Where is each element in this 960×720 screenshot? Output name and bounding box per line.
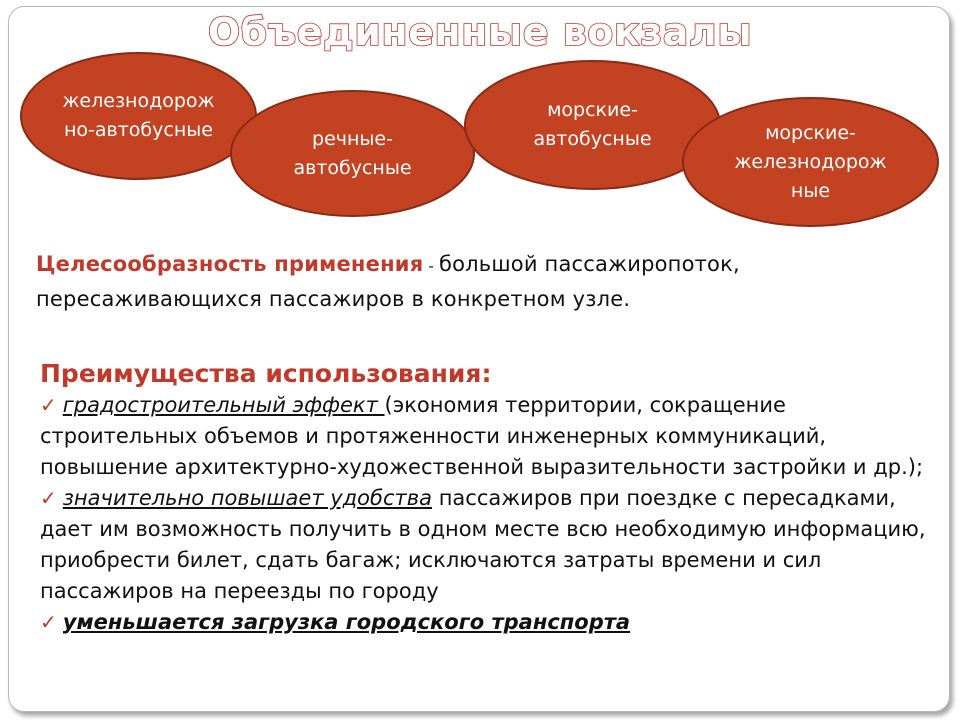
list-item <box>40 390 936 483</box>
oval-rail-bus <box>20 52 257 180</box>
list-item <box>40 483 936 607</box>
oval-label-line1: речные- <box>312 127 393 150</box>
checkmark-icon: ✓ <box>40 610 57 634</box>
oval-sea-rail <box>682 97 939 227</box>
slide-content <box>36 248 936 638</box>
checkmark-icon: ✓ <box>40 393 57 417</box>
oval-label-line2: автобусные <box>293 156 412 179</box>
oval-label-line2: автобусные <box>533 128 652 150</box>
list-item <box>40 607 936 638</box>
oval-label-line3: ные <box>790 179 831 202</box>
purpose-paragraph <box>36 248 936 316</box>
advantage-text: пассажиров при поездке с пересадками, дает им возможность получить в одном месте всю необходимую информацию, приобрести билет, сдать багаж; исключаются затраты времени и сил пассажиров на переезды по городу <box>40 486 926 603</box>
advantage-text: (экономия территории, сокращение строительных объемов и протяженности инженерных коммуникаций, повышение архитектурно-художественной выразительности застройки и др.); <box>40 393 924 479</box>
oval-label-line2: железнодорож <box>734 150 887 173</box>
advantage-lead: градостроительный эффект <box>62 393 385 417</box>
oval-label-line2: но-автобусные <box>64 119 213 141</box>
purpose-dash: - <box>423 257 439 275</box>
advantage-lead: уменьшается загрузка городского транспорта <box>62 610 631 634</box>
oval-river-bus <box>230 90 475 217</box>
oval-label-line1: морские- <box>547 99 638 121</box>
oval-label-line1: железнодорож <box>62 90 215 112</box>
checkmark-icon: ✓ <box>40 486 57 510</box>
advantage-lead: значительно повышает удобства <box>62 486 433 510</box>
oval-label-line1: морские- <box>765 121 856 144</box>
advantages-title: Преимущества использования: <box>40 359 492 388</box>
advantages-list <box>36 390 936 638</box>
page-title: Объединенные вокзалы <box>207 10 753 54</box>
purpose-label: Целесообразность применения <box>36 252 424 276</box>
purpose-text: большой пассажиропоток, пересаживающихся пассажиров в конкретном узле. <box>36 252 740 311</box>
